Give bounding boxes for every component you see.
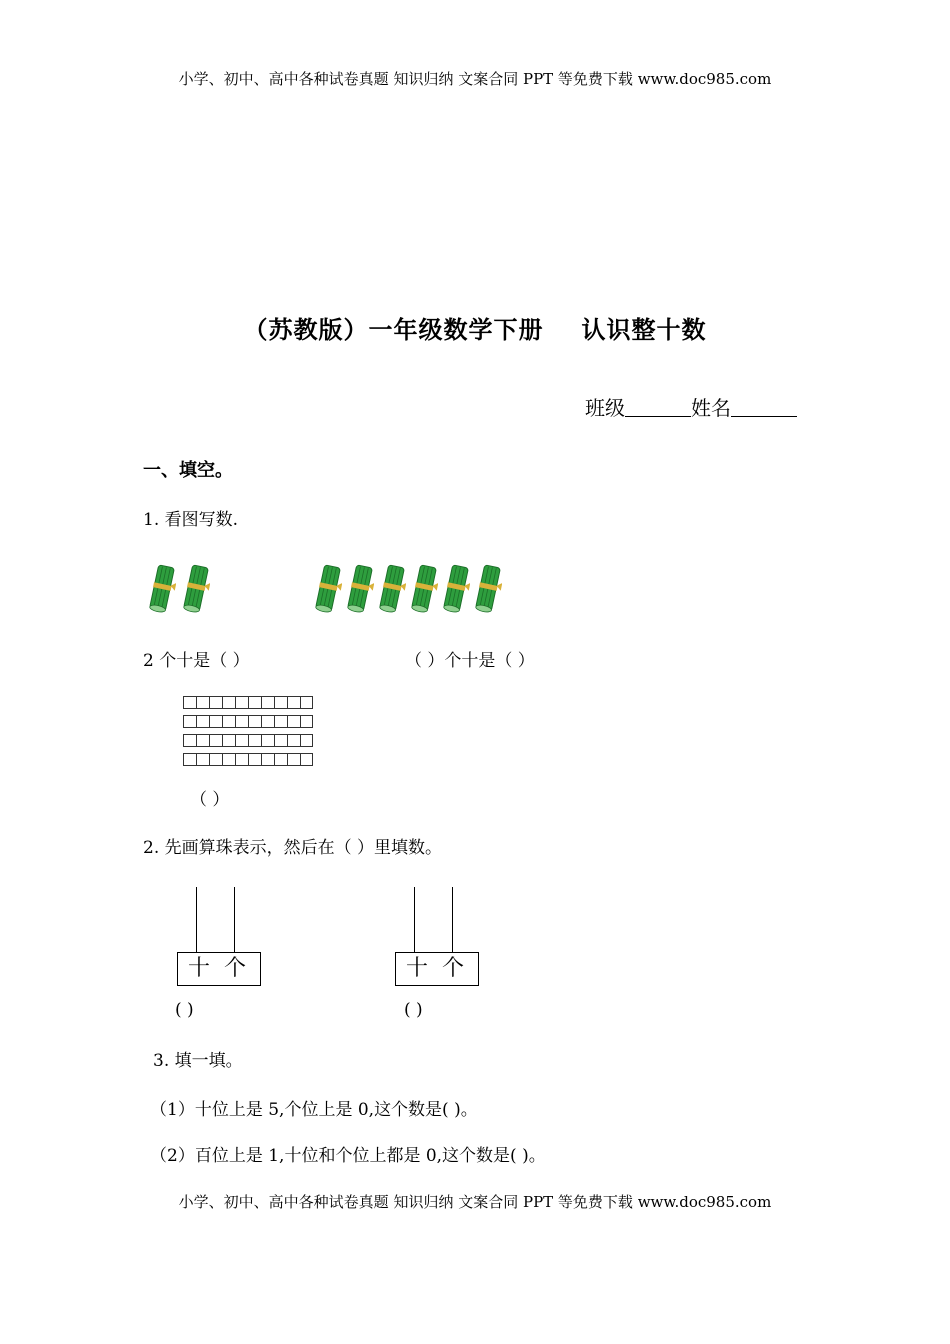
grid-cell xyxy=(300,753,313,766)
abacus-rod-tens[interactable] xyxy=(196,887,197,953)
abacus-left-caption: ( ) xyxy=(175,1000,194,1020)
stick-bundle-icon xyxy=(148,562,176,614)
grid-cell xyxy=(287,696,300,709)
section-heading: 一、填空。 xyxy=(143,460,233,481)
grid-cell xyxy=(274,696,287,709)
grid-cell xyxy=(235,734,248,747)
grid-cell xyxy=(261,696,274,709)
name-label: 姓名 xyxy=(691,396,731,420)
question-2-prompt: 2. 先画算珠表示，然后在（ ）里填数。 xyxy=(143,838,443,858)
grid-cell xyxy=(183,753,196,766)
grid-cell xyxy=(222,715,235,728)
abacus-base xyxy=(177,952,261,986)
question-1-right-caption: （ ）个十是（ ） xyxy=(405,651,535,671)
bundle-group-left xyxy=(148,562,218,614)
stick-bundle-icon xyxy=(410,562,438,614)
class-blank[interactable] xyxy=(625,396,691,417)
page-title xyxy=(0,310,950,345)
grid-cell xyxy=(183,715,196,728)
grid-cell xyxy=(248,696,261,709)
grid-cell xyxy=(183,734,196,747)
abacus-tens-label: 十 xyxy=(188,956,211,981)
grid-cell xyxy=(222,696,235,709)
grid-cell xyxy=(261,734,274,747)
grid-cell xyxy=(248,734,261,747)
abacus-tens-label: 十 xyxy=(406,956,429,981)
grid-cell xyxy=(222,753,235,766)
grid-cell xyxy=(261,715,274,728)
grid-cell xyxy=(196,715,209,728)
page-header: 小学、初中、高中各种试卷真题 知识归纳 文案合同 PPT 等免费下载 www.doc985.com xyxy=(178,70,772,88)
grid-cell xyxy=(209,734,222,747)
title-main: （苏教版）一年级数学下册 xyxy=(243,315,544,344)
grid-cell xyxy=(261,753,274,766)
grid-cell xyxy=(196,753,209,766)
class-name-line xyxy=(585,392,797,421)
grid-cell xyxy=(300,715,313,728)
stick-bundle-icon xyxy=(378,562,406,614)
stick-bundle-icon xyxy=(474,562,502,614)
grid-cell xyxy=(274,715,287,728)
grid-cell xyxy=(235,753,248,766)
question-1-prompt: 1. 看图写数. xyxy=(143,510,239,530)
title-topic: 认识整十数 xyxy=(581,315,707,344)
question-3-item-1: （1）十位上是 5,个位上是 0,这个数是( )。 xyxy=(150,1100,478,1120)
abacus-right-caption: ( ) xyxy=(404,1000,423,1020)
grid-cell xyxy=(235,696,248,709)
grid-row xyxy=(183,734,327,747)
stick-bundle-icon xyxy=(442,562,470,614)
grid-cell xyxy=(209,715,222,728)
grid-cell xyxy=(274,753,287,766)
grid-cell xyxy=(196,696,209,709)
abacus-right[interactable] xyxy=(395,887,481,987)
question-3-prompt: 3. 填一填。 xyxy=(153,1051,243,1071)
question-1-grid-caption: （ ） xyxy=(190,790,230,810)
stick-bundle-icon xyxy=(182,562,210,614)
page-footer: 小学、初中、高中各种试卷真题 知识归纳 文案合同 PPT 等免费下载 www.doc985.com xyxy=(178,1193,772,1211)
grid-cell xyxy=(274,734,287,747)
grid-cell xyxy=(196,734,209,747)
stick-bundle-icon xyxy=(346,562,374,614)
grid-cell xyxy=(287,753,300,766)
abacus-left[interactable] xyxy=(177,887,263,987)
grid-row xyxy=(183,715,327,728)
grid-cell xyxy=(248,753,261,766)
question-1-left-caption: 2 个十是（ ） xyxy=(143,651,250,671)
counting-grid xyxy=(183,696,327,772)
abacus-ones-label: 个 xyxy=(224,956,247,981)
stick-bundle-icon xyxy=(314,562,342,614)
abacus-rod-ones[interactable] xyxy=(234,887,235,953)
grid-cell xyxy=(248,715,261,728)
abacus-base xyxy=(395,952,479,986)
abacus-ones-label: 个 xyxy=(442,956,465,981)
abacus-rod-ones[interactable] xyxy=(452,887,453,953)
grid-cell xyxy=(209,753,222,766)
question-3-item-2: （2）百位上是 1,十位和个位上都是 0,这个数是( )。 xyxy=(150,1146,546,1166)
grid-cell xyxy=(300,696,313,709)
grid-row xyxy=(183,753,327,766)
grid-cell xyxy=(235,715,248,728)
grid-row xyxy=(183,696,327,709)
grid-cell xyxy=(209,696,222,709)
grid-cell xyxy=(287,715,300,728)
bundle-group-right xyxy=(314,562,499,614)
name-blank[interactable] xyxy=(731,396,797,417)
grid-cell xyxy=(300,734,313,747)
grid-cell xyxy=(183,696,196,709)
grid-cell xyxy=(287,734,300,747)
grid-cell xyxy=(222,734,235,747)
abacus-rod-tens[interactable] xyxy=(414,887,415,953)
class-label: 班级 xyxy=(585,396,625,420)
